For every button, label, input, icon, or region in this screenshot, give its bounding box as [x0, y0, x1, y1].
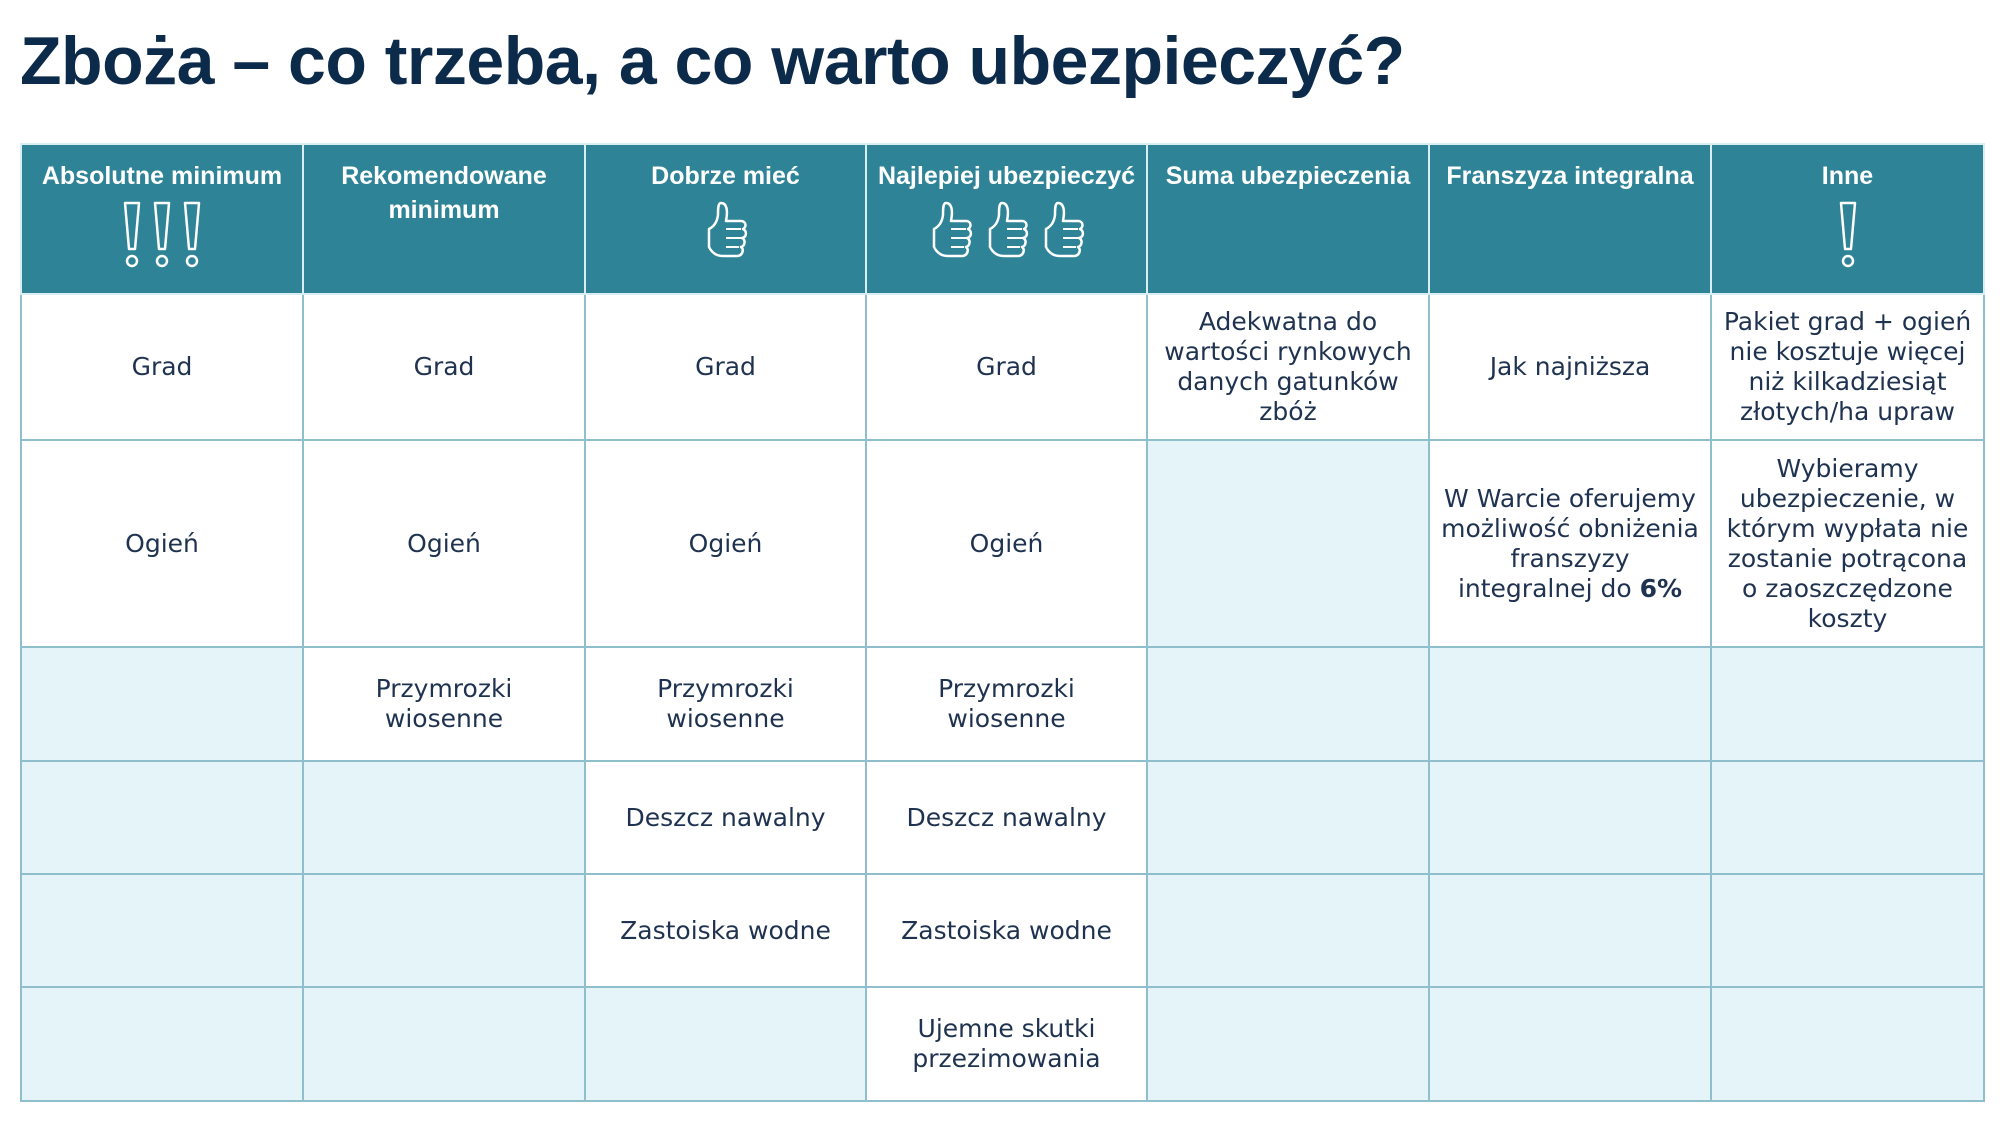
table-cell-empty: [21, 874, 303, 987]
header-absolutne-minimum: [21, 144, 303, 294]
table-cell-empty: [1429, 761, 1711, 874]
table-cell-empty: [21, 761, 303, 874]
header-label: Inne: [1821, 162, 1874, 190]
table-cell-empty: [21, 987, 303, 1101]
table-row: [21, 647, 1984, 761]
table-cell: Grad: [21, 294, 303, 440]
exclamation-icon: [1836, 199, 1860, 271]
table-row: [21, 987, 1984, 1101]
table-cell: Deszcz nawalny: [585, 761, 866, 874]
table-cell: Deszcz nawalny: [866, 761, 1147, 874]
table-cell-empty: [1147, 761, 1429, 874]
table-cell-empty: [1147, 987, 1429, 1101]
table-cell-empty: [1429, 874, 1711, 987]
table-cell: Adekwatna do wartości rynkowych danych gatunków zbóż: [1147, 294, 1429, 440]
header-franszyza-integralna: [1429, 144, 1711, 294]
table-cell: Grad: [585, 294, 866, 440]
table-cell: Przymrozki wiosenne: [303, 647, 585, 761]
table-row: [21, 440, 1984, 647]
table-row: [21, 761, 1984, 874]
table-cell: Pakiet grad + ogień nie kosztuje więcej niż kilkadziesiąt złotych/ha upraw: [1711, 294, 1984, 440]
table-cell-empty: [1147, 874, 1429, 987]
header-najlepiej-ubezpieczyc: [866, 144, 1147, 294]
thumbs-up-icon: [982, 199, 1032, 271]
header-label: Najlepiej ubezpieczyć: [877, 162, 1136, 190]
table-row: [21, 874, 1984, 987]
table-cell: Ogień: [585, 440, 866, 647]
thumbs-up-icons: [596, 199, 855, 271]
table-cell-empty: [1711, 647, 1984, 761]
table-cell: Ogień: [866, 440, 1147, 647]
franszyza-value: 6%: [1639, 573, 1683, 603]
table-cell-empty: [303, 874, 585, 987]
thumbs-up-icon: [926, 199, 976, 271]
table-cell: Ogień: [21, 440, 303, 647]
thumbs-up-icon: [1038, 199, 1088, 271]
table-cell: Ogień: [303, 440, 585, 647]
header-label: Dobrze mieć: [651, 162, 800, 190]
franszyza-text: W Warcie oferujemy możliwość obniżenia franszyzy integralnej do: [1441, 483, 1699, 603]
header-label: Absolutne minimum: [41, 162, 283, 190]
table-cell-empty: [303, 761, 585, 874]
header-label: Suma ubezpieczenia: [1165, 162, 1411, 190]
page-title: Zboża – co trzeba, a co warto ubezpieczyć?: [20, 23, 1405, 99]
table-cell: [1429, 440, 1711, 647]
thumbs-up-icons: [877, 199, 1136, 271]
thumbs-up-icon: [701, 199, 751, 271]
header-dobrze-miec: [585, 144, 866, 294]
table-cell: Zastoiska wodne: [866, 874, 1147, 987]
exclamation-icons: [32, 199, 292, 271]
table-cell: Grad: [303, 294, 585, 440]
table-cell-empty: [21, 647, 303, 761]
table-cell-empty: [1711, 874, 1984, 987]
table-cell-empty: [1147, 440, 1429, 647]
exclamation-icon: [150, 199, 174, 271]
table-cell-empty: [585, 987, 866, 1101]
header-label: Rekomendowane minimum: [341, 162, 547, 224]
table-cell: Jak najniższa: [1429, 294, 1711, 440]
table-cell: Przymrozki wiosenne: [585, 647, 866, 761]
table-cell-empty: [1711, 761, 1984, 874]
table-cell: Zastoiska wodne: [585, 874, 866, 987]
header-rekomendowane-minimum: [303, 144, 585, 294]
table-cell-empty: [303, 987, 585, 1101]
exclamation-icon: [180, 199, 204, 271]
exclamation-icons: [1722, 199, 1973, 271]
table-cell: Grad: [866, 294, 1147, 440]
table-cell-empty: [1711, 987, 1984, 1101]
table-cell-empty: [1147, 647, 1429, 761]
header-suma-ubezpieczenia: [1147, 144, 1429, 294]
table-cell-empty: [1429, 647, 1711, 761]
header-label: Franszyza integralna: [1446, 162, 1694, 190]
table-header-row: [21, 144, 1984, 294]
insurance-table: [20, 143, 1985, 1102]
table-cell: Wybieramy ubezpieczenie, w którym wypłata nie zostanie potrącona o zaoszczędzone koszty: [1711, 440, 1984, 647]
table-cell: Przymrozki wiosenne: [866, 647, 1147, 761]
table-cell: Ujemne skutki przezimowania: [866, 987, 1147, 1101]
table-row: [21, 294, 1984, 440]
header-inne: [1711, 144, 1984, 294]
table-cell-empty: [1429, 987, 1711, 1101]
exclamation-icon: [120, 199, 144, 271]
